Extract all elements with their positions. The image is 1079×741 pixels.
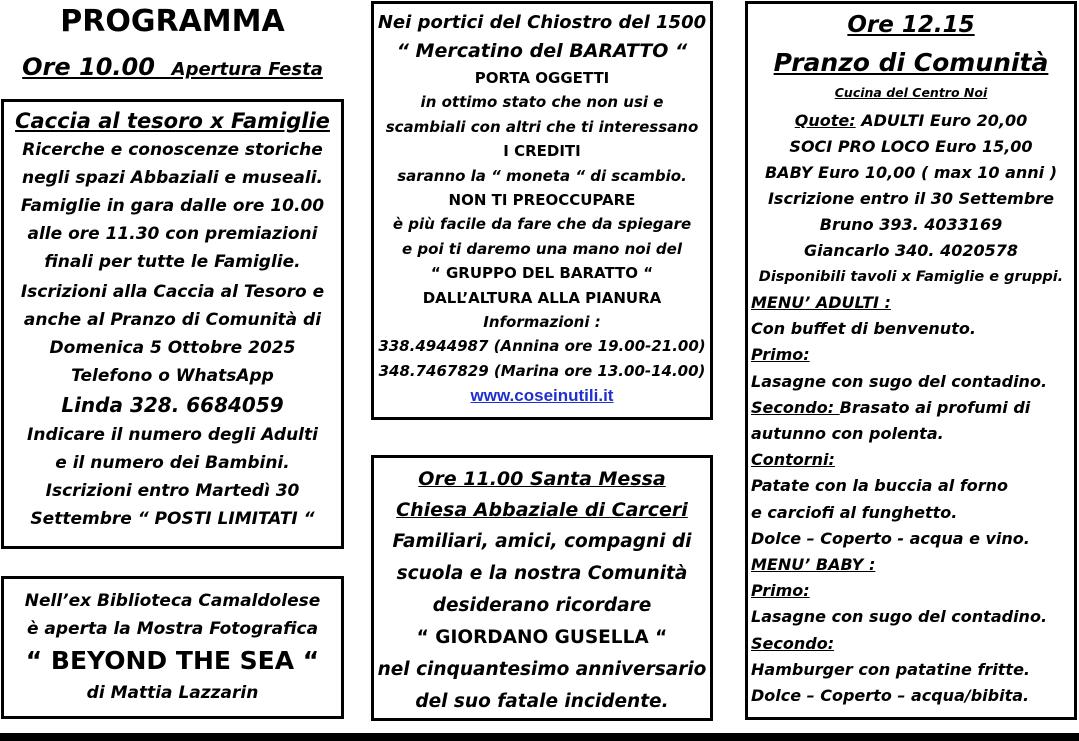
treasure-hunt-line: Ricerche e conoscenze storiche [22, 140, 323, 160]
lunch-contact: Giancarlo 340. 4020578 [804, 241, 1018, 260]
exhibition-author: di Mattia Lazzarin [86, 683, 259, 703]
market-line: DALL’ALTURA ALLA PIANURA [422, 288, 662, 307]
opening-time [0, 52, 345, 85]
menu-item: Dolce – Coperto – acqua/bibita. [751, 686, 1030, 706]
mass-line: del suo fatale incidente. [415, 691, 669, 712]
lunch-tables: Disponibili tavoli x Famiglie e gruppi. [758, 269, 1064, 285]
program-title: PROGRAMMA [60, 4, 285, 39]
market-line: Informazioni : [483, 313, 601, 332]
mass-line: scuola e la nostra Comunità [396, 563, 688, 584]
treasure-hunt-box [1, 99, 344, 549]
menu-adults-heading: MENU’ ADULTI : [751, 293, 891, 312]
lunch-quote [748, 108, 1074, 134]
menu-course-label: Primo: [751, 581, 810, 601]
instructions-line: Settembre “ POSTI LIMITATI “ [30, 509, 315, 529]
opening-time-value: Ore 10.00 [22, 53, 155, 81]
market-website-link[interactable]: www.coseinutili.it [470, 386, 614, 406]
lunch-quote-line: SOCI PRO LOCO Euro 15,00 [789, 137, 1033, 156]
treasure-hunt-line: alle ore 11.30 con premiazioni [27, 224, 318, 244]
treasure-hunt-line: Famiglie in gara dalle ore 10.00 [20, 196, 325, 216]
mass-line: desiderano ricordare [432, 595, 652, 616]
registration-line: anche al Pranzo di Comunità di [23, 310, 322, 330]
lunch-contact: Bruno 393. 4033169 [819, 215, 1003, 234]
menu-course-label: Secondo: [751, 633, 835, 653]
instructions-line: Indicare il numero degli Adulti [27, 425, 318, 445]
lunch-subtitle: Cucina del Centro Noi [834, 85, 988, 100]
exhibition-title: “ BEYOND THE SEA “ [25, 646, 320, 675]
mass-line: “ GIORDANO GUSELLA “ [416, 627, 668, 648]
barter-market-box [371, 1, 713, 420]
menu-item: Dolce – Coperto - acqua e vino. [751, 528, 1030, 548]
market-line: e poi ti daremo una mano noi del [402, 239, 682, 258]
market-location: Nei portici del Chiostro del 1500 [377, 12, 707, 33]
quote-adults: ADULTI Euro 20,00 [855, 111, 1028, 130]
mass-location: Chiesa Abbaziale di Carceri [396, 499, 688, 521]
mass-line: nel cinquantesimo anniversario [377, 659, 707, 680]
community-lunch-box [745, 1, 1077, 720]
menu-item: Hamburger con patatine fritte. [751, 659, 1030, 679]
menu-course-label: Contorni: [751, 450, 835, 470]
menu-item [751, 395, 1074, 421]
market-line: scambiali con altri che ti interessano [385, 117, 699, 136]
market-line: in ottimo stato che non usi e [420, 93, 664, 112]
menu-item: Patate con la buccia al forno [751, 476, 1009, 496]
mass-line: Familiari, amici, compagni di [392, 531, 692, 552]
holy-mass-box [371, 455, 713, 721]
lunch-time: Ore 12.15 [847, 12, 975, 38]
mass-title: Ore 11.00 Santa Messa [418, 468, 666, 490]
menu-item: Con buffet di benvenuto. [751, 319, 976, 339]
lunch-quote-line: Iscrizione entro il 30 Settembre [767, 189, 1055, 208]
menu-item-text: Brasato ai profumi di [839, 397, 1031, 417]
market-line: è più facile da fare che da spiegare [392, 215, 692, 234]
market-line: NON TI PREOCCUPARE [448, 191, 636, 210]
market-line: PORTA OGGETTI [474, 69, 610, 87]
market-line: “ GRUPPO DEL BARATTO “ [430, 264, 654, 283]
lunch-quote-line: BABY Euro 10,00 ( max 10 anni ) [764, 163, 1058, 182]
menu-baby-heading: MENU’ BABY : [751, 555, 876, 575]
menu-item: Lasagne con sugo del contadino. [751, 607, 1048, 627]
menu-section [748, 290, 1074, 709]
instructions-line: Iscrizioni entro Martedì 30 [45, 481, 300, 501]
lunch-title: Pranzo di Comunità [773, 48, 1049, 77]
bottom-bar [0, 733, 1079, 741]
market-line: I CREDITI [503, 142, 581, 161]
menu-item: e carciofi al funghetto. [751, 502, 958, 522]
opening-time-label: Apertura Festa [171, 59, 323, 80]
photo-exhibition-box [1, 576, 344, 719]
treasure-hunt-title: Caccia al tesoro x Famiglie [15, 109, 330, 133]
market-phone: 338.4944987 (Annina ore 19.00-21.00) [378, 337, 706, 356]
market-title: “ Mercatino del BARATTO “ [396, 40, 688, 62]
menu-item: Lasagne con sugo del contadino. [751, 371, 1048, 391]
menu-course-label: Primo: [751, 345, 810, 365]
market-line: saranno la “ moneta “ di scambio. [397, 166, 687, 185]
contact-phone: Linda 328. 6684059 [61, 393, 284, 417]
treasure-hunt-line: negli spazi Abbaziali e museali. [21, 168, 323, 188]
instructions-line: e il numero dei Bambini. [55, 453, 290, 473]
menu-item: autunno con polenta. [751, 424, 944, 444]
registration-line: Domenica 5 Ottobre 2025 [49, 338, 296, 358]
program-header [0, 0, 345, 95]
quote-label: Quote: [794, 111, 856, 130]
market-phone: 348.7467829 (Marina ore 13.00-14.00) [378, 361, 706, 380]
menu-course-label: Secondo: [751, 397, 840, 417]
exhibition-line: Nell’ex Biblioteca Camaldolese [24, 591, 321, 611]
treasure-hunt-line: finali per tutte le Famiglie. [44, 252, 301, 272]
registration-line: Iscrizioni alla Caccia al Tesoro e [20, 282, 325, 302]
exhibition-line: è aperta la Mostra Fotografica [26, 619, 319, 639]
registration-line: Telefono o WhatsApp [71, 366, 274, 386]
